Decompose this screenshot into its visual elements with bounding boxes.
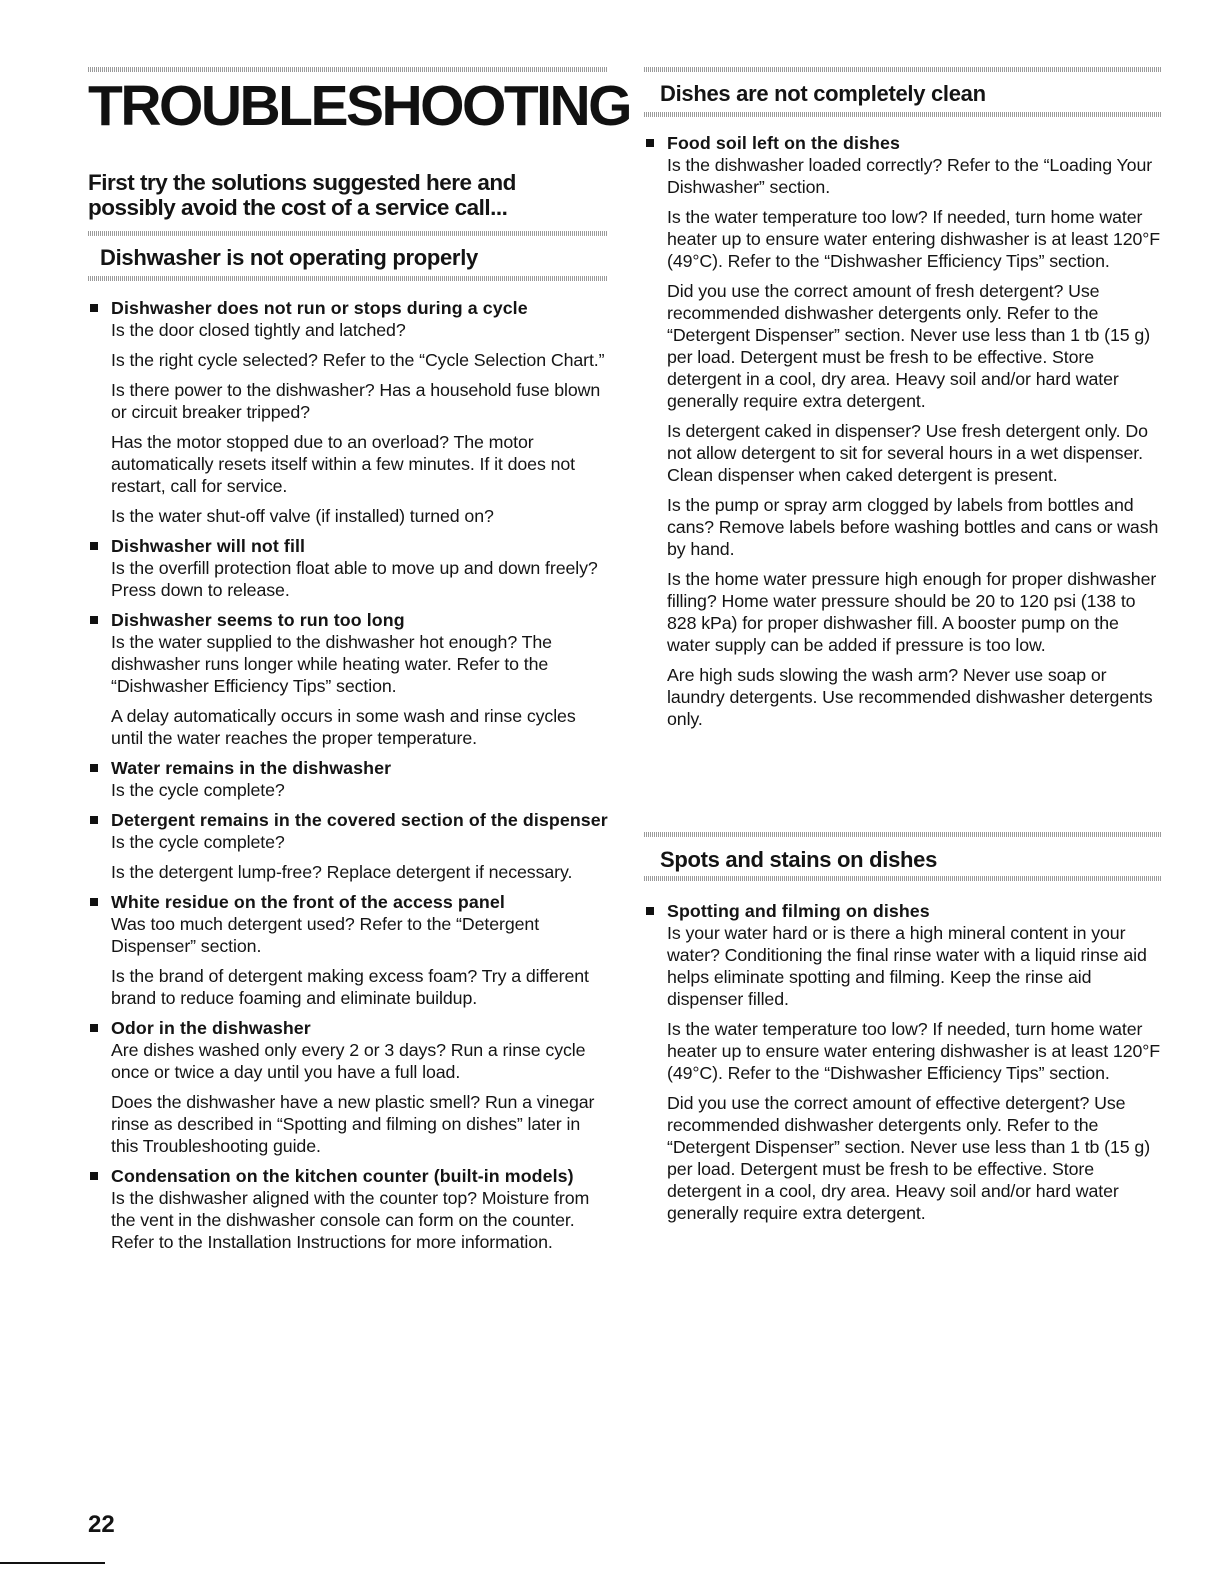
footer-rule <box>0 1562 105 1564</box>
item-paragraph: Is the dishwasher loaded correctly? Refer to the “Loading Your Dishwasher” section. <box>667 155 1153 197</box>
troubleshooting-item <box>88 609 610 749</box>
item-paragraph: Are high suds slowing the wash arm? Never use soap or laundry detergents. Use recommended dishwasher detergents only. <box>667 665 1153 729</box>
item-paragraph: Is the cycle complete? <box>111 832 285 852</box>
section-rule-bottom <box>644 112 1162 117</box>
title-top-rule <box>88 67 608 72</box>
troubleshooting-item <box>88 891 610 1009</box>
item-paragraph: Is the brand of detergent making excess foam? Try a different brand to reduce foaming and eliminate buildup. <box>111 966 589 1008</box>
item-paragraph: Did you use the correct amount of effective detergent? Use recommended dishwasher detergents only. Refer to the “Detergent Dispenser” section. Never use less than 1 tb (15 g) per load. Detergent must be fresh to be effective. Store detergent in a cool, dry area. Heavy soil and/or hard water generally require extra detergent. <box>667 1093 1151 1223</box>
page-title: TROUBLESHOOTING <box>88 74 630 138</box>
item-paragraph: Is the pump or spray arm clogged by labels from bottles and cans? Remove labels before washing bottles and cans or wash by hand. <box>667 495 1159 559</box>
square-bullet-icon <box>646 907 654 915</box>
item-paragraph: Is the door closed tightly and latched? <box>111 320 406 340</box>
item-paragraph: Is the cycle complete? <box>111 780 285 800</box>
square-bullet-icon <box>90 898 98 906</box>
item-paragraph: Is the detergent lump-free? Replace detergent if necessary. <box>111 862 573 882</box>
section-rule-top <box>644 67 1162 72</box>
item-paragraph: Is your water hard or is there a high mineral content in your water? Conditioning the final rinse water with a liquid rinse aid helps eliminate spotting and filming. Keep the rinse aid dispenser filled. <box>667 923 1147 1009</box>
square-bullet-icon <box>90 1172 98 1180</box>
item-paragraph: Is the home water pressure high enough for proper dishwasher filling? Home water pressure should be 20 to 120 psi (138 to 828 kPa) for proper dishwasher fill. A booster pump on the water supply can be added if pressure is too low. <box>667 569 1157 655</box>
right-top-item-list <box>644 132 1164 738</box>
section-rule-bottom <box>88 276 608 281</box>
item-paragraph: Is the water supplied to the dishwasher hot enough? The dishwasher runs longer while heating water. Refer to the “Dishwasher Efficiency Tips” section. <box>111 632 552 696</box>
item-paragraph: Is the right cycle selected? Refer to the “Cycle Selection Chart.” <box>111 350 605 370</box>
troubleshooting-item <box>88 1017 610 1157</box>
item-paragraph: Is detergent caked in dispenser? Use fresh detergent only. Do not allow detergent to sit for several hours in a wet dispenser. Clean dispenser when caked detergent is present. <box>667 421 1148 485</box>
section-rule-top <box>644 832 1162 837</box>
square-bullet-icon <box>90 1024 98 1032</box>
page-number: 22 <box>88 1511 115 1538</box>
troubleshooting-item <box>88 757 610 801</box>
section-rule-bottom <box>644 876 1162 881</box>
troubleshooting-item <box>644 132 1164 730</box>
section-title-not-clean: Dishes are not completely clean <box>660 81 986 106</box>
troubleshooting-item <box>88 535 610 601</box>
square-bullet-icon <box>646 139 654 147</box>
item-heading: White residue on the front of the access panel <box>111 892 505 912</box>
troubleshooting-item <box>88 297 610 527</box>
section-title-spots: Spots and stains on dishes <box>660 847 938 872</box>
item-paragraph: Is the overfill protection float able to move up and down freely? Press down to release. <box>111 558 598 600</box>
section-rule-top <box>88 231 608 236</box>
item-paragraph: Did you use the correct amount of fresh detergent? Use recommended dishwasher detergents only. Refer to the “Detergent Dispenser” section. Never use less than 1 tb (15 g) per load. Detergent must be fresh to be effective. Store detergent in a cool, dry area. Heavy soil and/or hard water generally require extra detergent. <box>667 281 1151 411</box>
item-paragraph: Are dishes washed only every 2 or 3 days? Run a rinse cycle once or twice a day until you have a full load. <box>111 1040 586 1082</box>
troubleshooting-item <box>88 1165 610 1253</box>
item-heading: Dishwasher does not run or stops during a cycle <box>111 298 528 318</box>
item-heading: Spotting and filming on dishes <box>667 901 930 921</box>
item-heading: Detergent remains in the covered section of the dispenser <box>111 810 608 830</box>
section-title-not-operating: Dishwasher is not operating properly <box>100 245 478 270</box>
right-bottom-item-list <box>644 900 1164 1232</box>
item-heading: Dishwasher seems to run too long <box>111 610 405 630</box>
item-heading: Water remains in the dishwasher <box>111 758 392 778</box>
item-paragraph: Is the water temperature too low? If needed, turn home water heater up to ensure water entering dishwasher is at least 120°F (49°C). Refer to the “Dishwasher Efficiency Tips” section. <box>667 207 1161 271</box>
item-paragraph: Is the dishwasher aligned with the counter top? Moisture from the vent in the dishwasher console can form on the counter. Refer to the Installation Instructions for more information. <box>111 1188 590 1252</box>
intro-text: First try the solutions suggested here and possibly avoid the cost of a service call... <box>88 170 516 221</box>
item-paragraph: Was too much detergent used? Refer to the “Detergent Dispenser” section. <box>111 914 540 956</box>
troubleshooting-item <box>644 900 1164 1224</box>
troubleshooting-item <box>88 809 610 883</box>
square-bullet-icon <box>90 816 98 824</box>
item-paragraph: A delay automatically occurs in some wash and rinse cycles until the water reaches the proper temperature. <box>111 706 576 748</box>
square-bullet-icon <box>90 616 98 624</box>
item-heading: Food soil left on the dishes <box>667 133 900 153</box>
item-paragraph: Has the motor stopped due to an overload? The motor automatically resets itself within a few minutes. If it does not restart, call for service. <box>111 432 576 496</box>
square-bullet-icon <box>90 764 98 772</box>
item-paragraph: Is the water shut-off valve (if installed) turned on? <box>111 506 494 526</box>
item-heading: Odor in the dishwasher <box>111 1018 311 1038</box>
item-paragraph: Is the water temperature too low? If needed, turn home water heater up to ensure water entering dishwasher is at least 120°F (49°C). Refer to the “Dishwasher Efficiency Tips” section. <box>667 1019 1161 1083</box>
item-paragraph: Does the dishwasher have a new plastic smell? Run a vinegar rinse as described in “Spotting and filming on dishes” later in this Troubleshooting guide. <box>111 1092 595 1156</box>
item-heading: Condensation on the kitchen counter (built-in models) <box>111 1166 574 1186</box>
square-bullet-icon <box>90 304 98 312</box>
left-item-list <box>88 297 610 1261</box>
item-paragraph: Is there power to the dishwasher? Has a household fuse blown or circuit breaker tripped? <box>111 380 601 422</box>
item-heading: Dishwasher will not fill <box>111 536 306 556</box>
square-bullet-icon <box>90 542 98 550</box>
